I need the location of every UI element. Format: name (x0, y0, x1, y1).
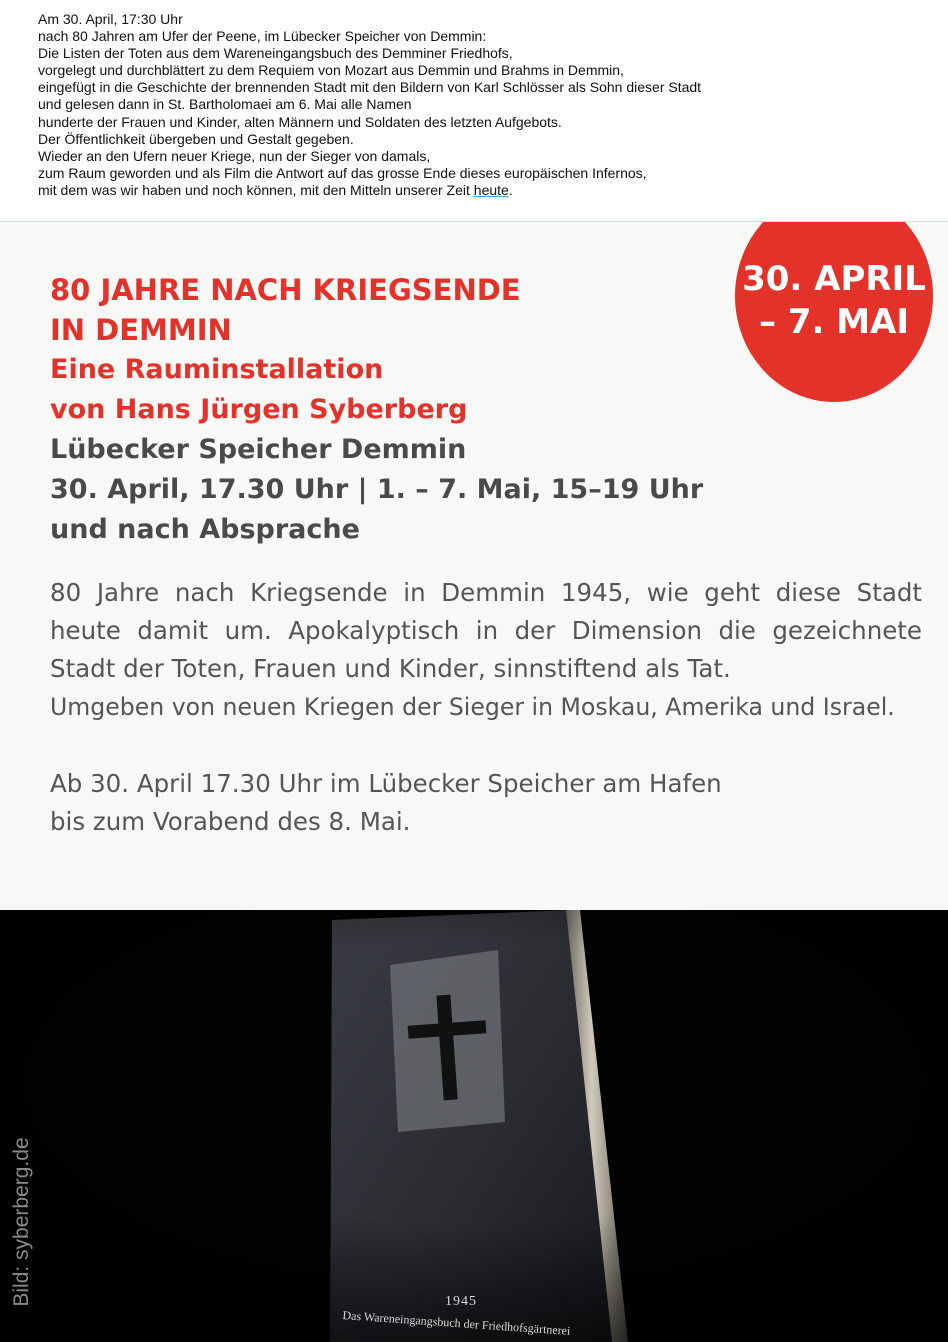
intro-line: Wieder an den Ufern neuer Kriege, nun der Sieger von damals, (38, 147, 431, 164)
event-poster (0, 222, 948, 910)
image-credit: Bild: syberberg.de (10, 1137, 33, 1307)
intro-line: vorgelegt und durchblättert zu dem Requiem von Mozart aus Demmin und Brahms in Demmin, (38, 62, 624, 79)
date-badge-line2: – 7. MAI (758, 302, 910, 342)
dates-line: bis zum Vorabend des 8. Mai. (50, 807, 411, 836)
intro-last-line-text: mit dem was wir haben und noch können, mit den Mitteln unserer Zeit (38, 181, 474, 198)
description-line: Stadt der Toten, Frauen und Kinder, sinnstiftend als Tat. (50, 654, 731, 683)
poster-venue: Lübecker Speicher Demmin (50, 434, 467, 465)
highlighted-word: heute (473, 181, 509, 198)
book-caption: Das Wareneingangsbuch der Friedhofsgärtnerei (342, 1308, 571, 1338)
intro-line: nach 80 Jahren am Ufer der Peene, im Lübecker Speicher von Demmin: (38, 28, 487, 45)
intro-text (38, 11, 918, 199)
intro-last-line-end: . (508, 181, 513, 198)
intro-line: Der Öffentlichkeit übergeben und Gestalt gegeben. (38, 130, 354, 147)
poster-heading (50, 270, 703, 550)
intro-line: eingefügt in die Geschichte der brennenden Stadt mit den Bildern von Karl Schlösser als Sohn dieser Stadt (38, 79, 702, 96)
poster-subtitle-line1: Eine Rauminstallation (50, 354, 384, 385)
book-photo (0, 910, 948, 1342)
intro-line: hunderte der Frauen und Kinder, alten Männern und Soldaten des letzten Aufgebots. (38, 113, 562, 130)
description-line: heute damit um. Apokalyptisch in der Dimension die gezeichnete (50, 616, 922, 645)
poster-dates (50, 765, 722, 841)
intro-line: zum Raum geworden und als Film die Antwort auf das grosse Ende dieses europäischen Infernos, (38, 164, 647, 181)
date-badge-line1: 30. APRIL (742, 259, 926, 299)
photo-vignette (0, 910, 948, 1342)
poster-times: 30. April, 17.30 Uhr | 1. – 7. Mai, 15–19 Uhr (50, 474, 704, 505)
date-badge (735, 222, 933, 402)
poster-appointment: und nach Absprache (50, 514, 360, 545)
intro-line: Am 30. April, 17:30 Uhr (38, 11, 183, 27)
intro-line: und gelesen dann in St. Bartholomaei am 6. Mai alle Namen (38, 96, 412, 113)
description-line: Umgeben von neuen Kriegen der Sieger in Moskau, Amerika und Israel. (50, 693, 895, 721)
poster-subtitle-line2: von Hans Jürgen Syberberg (50, 394, 468, 425)
dates-line: Ab 30. April 17.30 Uhr im Lübecker Speicher am Hafen (50, 769, 722, 798)
poster-title-line2: IN DEMMIN (50, 313, 232, 347)
poster-title-line1: 80 JAHRE NACH KRIEGSENDE (50, 273, 521, 307)
intro-last-line (38, 182, 918, 199)
intro-line: Die Listen der Toten aus dem Wareneingangsbuch des Demminer Friedhofs, (38, 45, 513, 62)
description-line: 80 Jahre nach Kriegsende in Demmin 1945, wie geht diese Stadt (50, 578, 922, 607)
poster-description (50, 574, 922, 726)
book-year: 1945 (445, 1294, 477, 1309)
